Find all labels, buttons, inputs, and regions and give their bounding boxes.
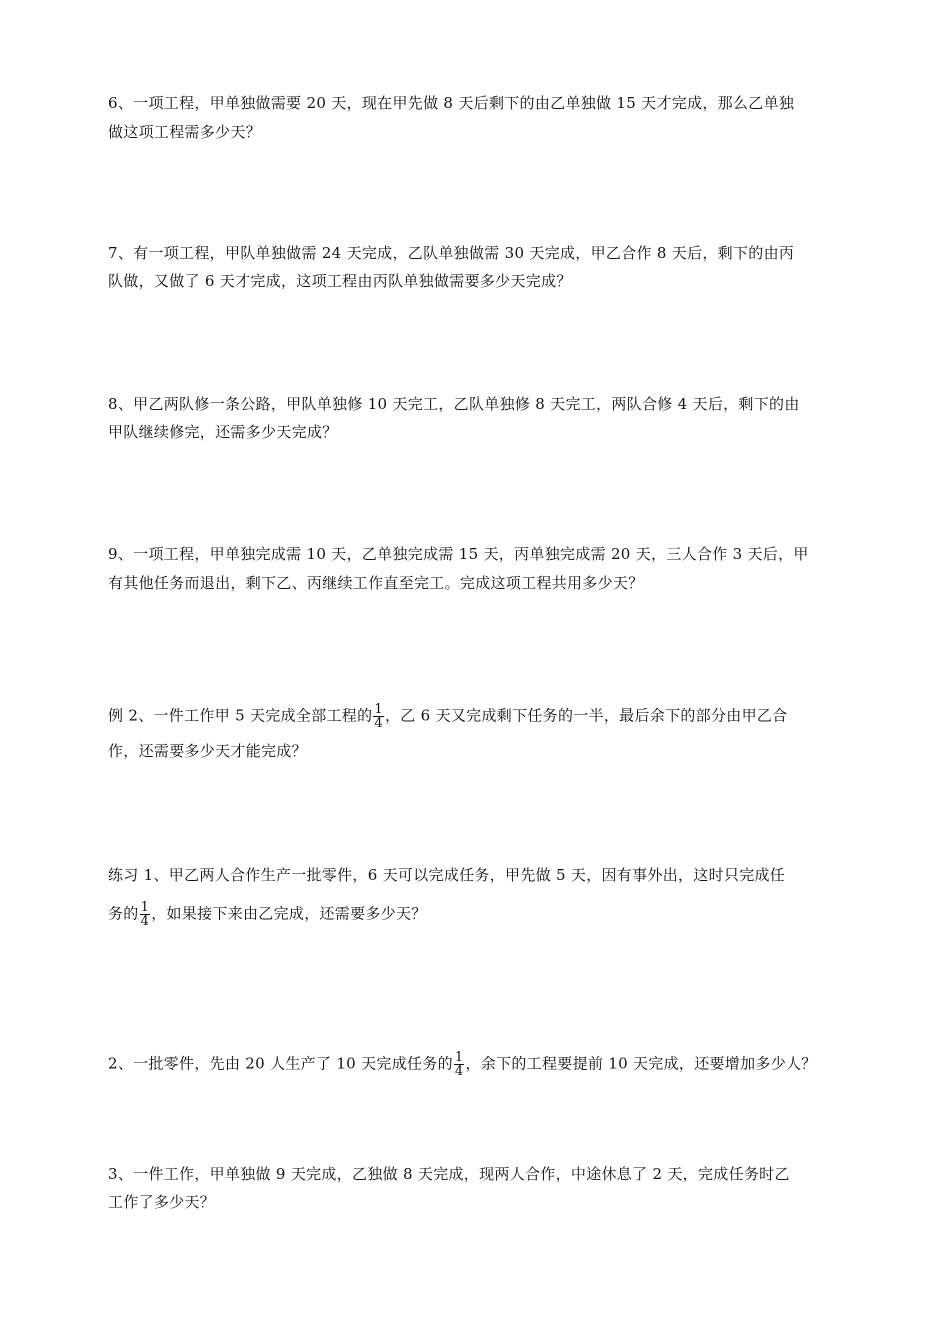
problem-8-line-2: 甲队继续修完，还需多少天完成？	[108, 423, 338, 441]
problem-7-line-1: 7、有一项工程，甲队单独做需 24 天完成，乙队单独做需 30 天完成，甲乙合作 8 天后，剩下的由丙	[108, 244, 795, 262]
example-2-text-before-fraction: 例 2、一件工作甲 5 天完成全部工程的	[108, 706, 373, 725]
practice-1-text-after-fraction: ，如果接下来由乙完成，还需要多少天？	[151, 904, 427, 923]
fraction-one-quarter	[373, 703, 384, 730]
practice-1-text-before-fraction: 务的	[108, 904, 139, 923]
practice-2-text-after-fraction: ，余下的工程要提前 10 天完成，还要增加多少人？	[465, 1054, 817, 1073]
problem-6-line-2: 做这项工程需多少天？	[108, 123, 262, 141]
example-2-text-after-fraction: ，乙 6 天又完成剩下任务的一半，最后余下的部分由甲乙合	[384, 706, 788, 725]
problem-9-line-1: 9、一项工程，甲单独完成需 10 天，乙单独完成需 15 天，丙单独完成需 20 天，三人合作 3 天后，甲	[108, 545, 809, 563]
practice-2-line-1	[108, 1051, 848, 1078]
practice-1-line-2	[108, 901, 848, 928]
practice-3-line-1: 3、一件工作，甲单独做 9 天完成，乙独做 8 天完成，现两人合作，中途休息了 2 天，完成任务时乙	[108, 1165, 790, 1183]
practice-1-line-1: 练习 1、甲乙两人合作生产一批零件，6 天可以完成任务，甲先做 5 天，因有事外出，这时只完成任	[108, 866, 786, 884]
practice-2-text-before-fraction: 2、一批零件，先由 20 人生产了 10 天完成任务的	[108, 1054, 453, 1073]
fraction-numerator: 1	[374, 702, 383, 717]
fraction-one-quarter	[140, 901, 151, 928]
fraction-numerator: 1	[140, 900, 150, 915]
fraction-denominator: 4	[140, 914, 150, 929]
example-2-line-2: 作，还需要多少天才能完成？	[108, 742, 307, 760]
problem-9-line-2: 有其他任务而退出，剩下乙、丙继续工作直至完工。完成这项工程共用多少天？	[108, 574, 644, 592]
practice-3-line-2: 工作了多少天？	[108, 1193, 216, 1211]
problem-7-line-2: 队做，又做了 6 天才完成，这项工程由丙队单独做需要多少天完成？	[108, 272, 572, 290]
example-2-line-1	[108, 703, 848, 730]
fraction-numerator: 1	[454, 1050, 464, 1065]
problem-6-line-1: 6、一项工程，甲单独做需要 20 天，现在甲先做 8 天后剩下的由乙单独做 15 天才完成，那么乙单独	[108, 94, 795, 112]
fraction-denominator: 4	[454, 1064, 464, 1079]
fraction-one-quarter	[454, 1051, 465, 1078]
problem-8-line-1: 8、甲乙两队修一条公路，甲队单独修 10 天完工，乙队单独修 8 天完工，两队合修 4 天后，剩下的由	[108, 395, 800, 413]
fraction-denominator: 4	[374, 716, 383, 731]
